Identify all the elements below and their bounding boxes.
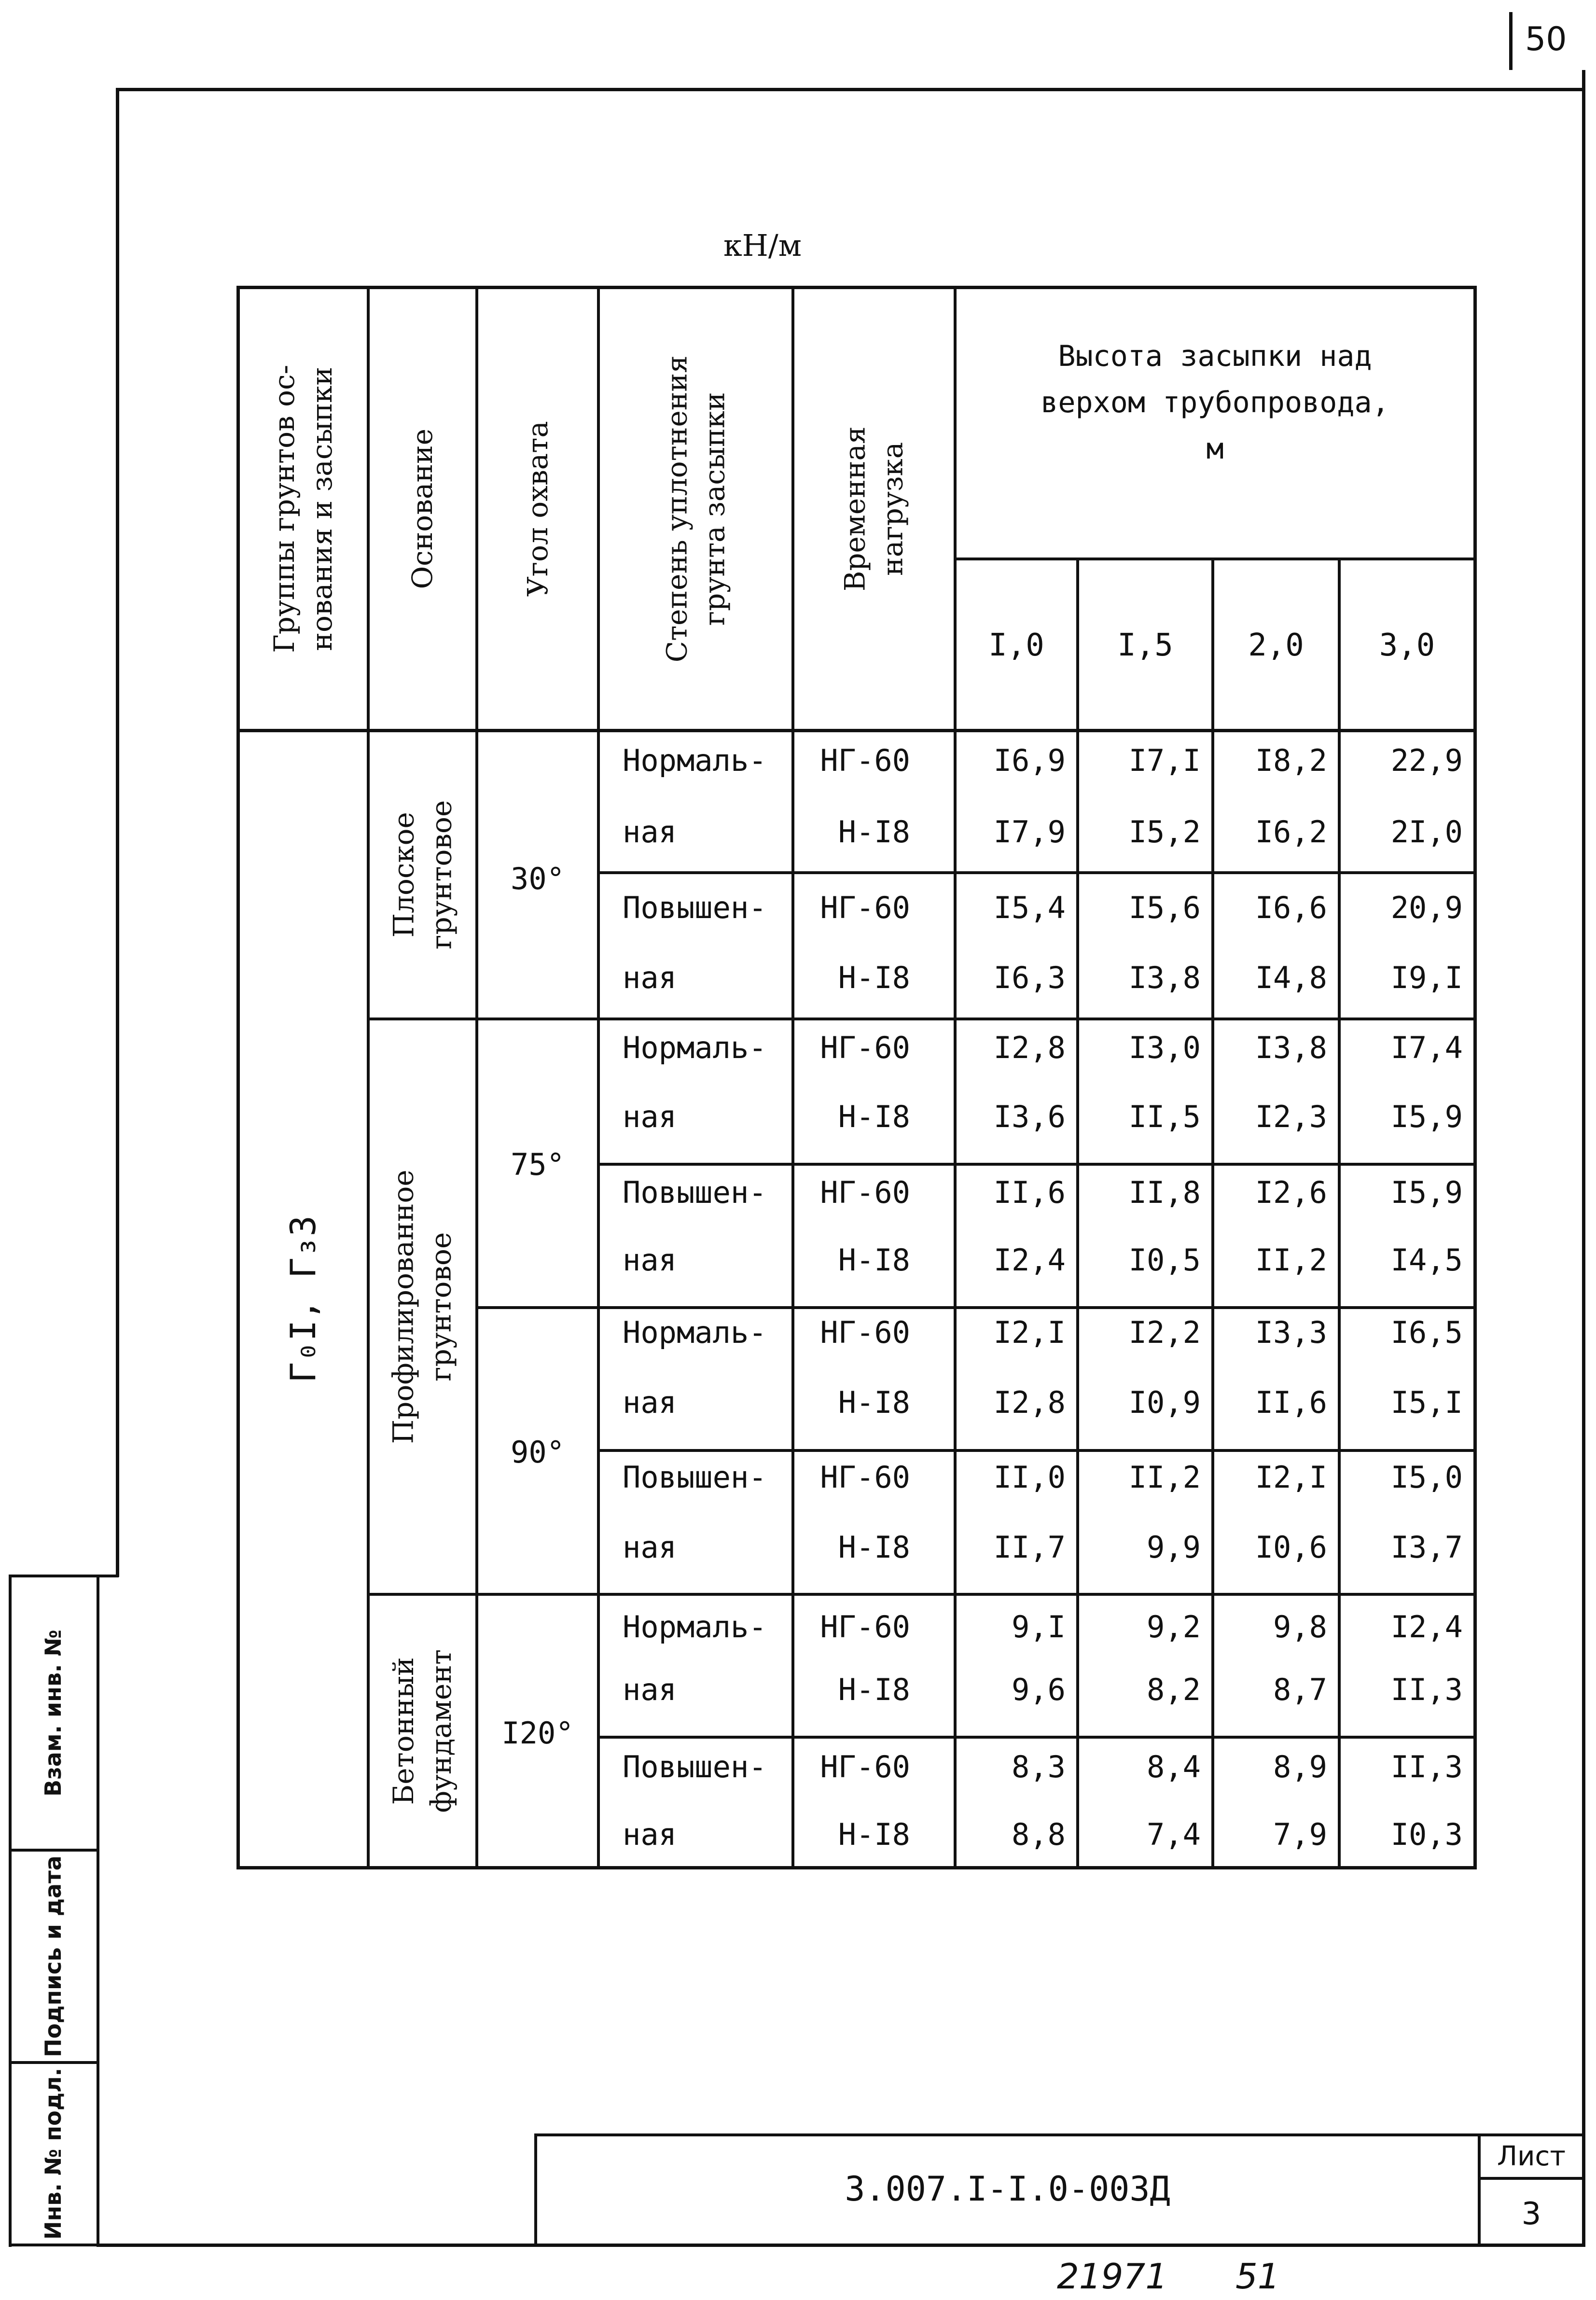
row-sep-c: [597, 1449, 1477, 1452]
compaction-cell: ная: [623, 1385, 677, 1420]
height-1-5: I,5: [1117, 627, 1173, 663]
compaction-cell: Повышен-: [623, 1175, 767, 1210]
value-cell: I5,9: [1390, 1175, 1463, 1210]
compaction-cell: Нормаль-: [623, 1609, 767, 1645]
value-cell: I2,3: [1255, 1099, 1327, 1134]
angle-90: 90°: [511, 1435, 565, 1470]
value-cell: I6,9: [993, 743, 1066, 778]
value-cell: I5,2: [1128, 814, 1201, 850]
compaction-cell: Нормаль-: [623, 743, 767, 778]
header-base: Основание: [406, 429, 439, 589]
load-cell: Н-I8: [838, 1242, 910, 1278]
table-bottom: [236, 1866, 1477, 1869]
value-cell: I0,6: [1255, 1530, 1327, 1565]
value-cell: I7,I: [1128, 743, 1201, 778]
sheet-label: Лист: [1497, 2141, 1566, 2172]
load-cell: НГ-60: [820, 1460, 910, 1495]
load-cell: Н-I8: [838, 1672, 910, 1707]
page-number: 50: [1525, 20, 1567, 58]
base-concrete: Бетонный фундамент: [387, 1649, 458, 1813]
load-cell: НГ-60: [820, 1030, 910, 1065]
table-left: [236, 286, 240, 1869]
angle-sep-2: [475, 1306, 1477, 1309]
value-cell: I3,6: [993, 1099, 1066, 1134]
row-sep-d: [597, 1736, 1477, 1739]
compaction-cell: ная: [623, 1672, 677, 1707]
compaction-cell: Нормаль-: [623, 1030, 767, 1065]
value-cell: I5,4: [993, 890, 1066, 925]
value-cell: II,6: [993, 1175, 1066, 1210]
value-cell: 9,9: [1147, 1530, 1201, 1565]
value-cell: I4,5: [1390, 1242, 1463, 1278]
frame-bottom: [97, 2244, 1585, 2247]
value-cell: I3,8: [1128, 960, 1201, 995]
value-cell: 7,4: [1147, 1817, 1201, 1852]
height-2-0: 2,0: [1248, 627, 1304, 663]
load-cell: Н-I8: [838, 1530, 910, 1565]
base-profiled-soil: Профилированное грунтовое: [387, 1169, 458, 1444]
compaction-cell: ная: [623, 1817, 677, 1852]
stamp-top: [534, 2133, 1585, 2136]
value-cell: I2,I: [1255, 1460, 1327, 1495]
value-cell: I7,4: [1390, 1030, 1463, 1065]
value-cell: 7,9: [1273, 1817, 1327, 1852]
value-cell: I5,6: [1128, 890, 1201, 925]
compaction-cell: Повышен-: [623, 1749, 767, 1784]
compaction-cell: Нормаль-: [623, 1315, 767, 1350]
compaction-cell: ная: [623, 1530, 677, 1565]
angle-120: I20°: [501, 1715, 574, 1751]
load-cell: НГ-60: [820, 1749, 910, 1784]
side-stamp-inv-podl: Инв. № подл.: [40, 2068, 66, 2240]
angle-75: 75°: [511, 1147, 565, 1182]
value-cell: II,7: [993, 1530, 1066, 1565]
value-cell: II,2: [1128, 1460, 1201, 1495]
value-cell: I0,9: [1128, 1385, 1201, 1420]
value-cell: I3,8: [1255, 1030, 1327, 1065]
value-cell: I5,9: [1390, 1099, 1463, 1134]
load-cell: НГ-60: [820, 1609, 910, 1645]
angle-30: 30°: [511, 861, 565, 896]
value-cell: I7,9: [993, 814, 1066, 850]
side-stamp-bottom: [9, 2244, 99, 2246]
value-cell: I2,4: [1390, 1609, 1463, 1645]
sheet-number: 3: [1521, 2196, 1541, 2232]
side-stamp-signature-date: Подпись и дата: [40, 1855, 66, 2057]
value-cell: I5,0: [1390, 1460, 1463, 1495]
value-cell: 8,2: [1147, 1672, 1201, 1707]
side-stamp-vzam-inv: Взам. инв. №: [40, 1630, 66, 1797]
header-angle: Угол охвата: [521, 421, 554, 597]
base-flat-soil: Плоское грунтовое: [387, 800, 458, 950]
document-code: 3.007.I-I.0-003Д: [845, 2169, 1170, 2209]
value-cell: I3,3: [1255, 1315, 1327, 1350]
soil-group-value: Г₀I, Г₃3: [282, 1215, 323, 1383]
value-cell: 22,9: [1390, 743, 1463, 778]
value-cell: 8,7: [1273, 1672, 1327, 1707]
value-cell: II,3: [1390, 1749, 1463, 1784]
height-3-0: 3,0: [1379, 627, 1435, 663]
value-cell: I4,8: [1255, 960, 1327, 995]
unit-label: кН/м: [723, 228, 802, 263]
row-sep-a: [597, 871, 1477, 874]
value-cell: I2,8: [993, 1030, 1066, 1065]
height-1-0: I,0: [988, 627, 1044, 663]
header-temp-load: Временная нагрузка: [838, 426, 909, 592]
frame-left: [116, 88, 119, 1577]
page-number-divider: [1509, 12, 1513, 70]
load-cell: Н-I8: [838, 1817, 910, 1852]
compaction-cell: Повышен-: [623, 1460, 767, 1495]
value-cell: 8,3: [1012, 1749, 1066, 1784]
table-header-bottom: [236, 729, 1477, 732]
value-cell: II,2: [1255, 1242, 1327, 1278]
value-cell: 20,9: [1390, 890, 1463, 925]
value-cell: I3,7: [1390, 1530, 1463, 1565]
handwritten-number-2: 51: [1235, 2256, 1280, 2297]
value-cell: I6,2: [1255, 814, 1327, 850]
value-cell: I8,2: [1255, 743, 1327, 778]
value-cell: 9,2: [1147, 1609, 1201, 1645]
row-sep-b: [597, 1163, 1477, 1166]
value-cell: I5,I: [1390, 1385, 1463, 1420]
value-cell: I0,5: [1128, 1242, 1201, 1278]
value-cell: I2,I: [993, 1315, 1066, 1350]
value-cell: II,6: [1255, 1385, 1327, 1420]
value-cell: I2,2: [1128, 1315, 1201, 1350]
value-cell: I2,6: [1255, 1175, 1327, 1210]
compaction-cell: ная: [623, 1242, 677, 1278]
value-cell: II,0: [993, 1460, 1066, 1495]
load-cell: НГ-60: [820, 1175, 910, 1210]
value-cell: I6,6: [1255, 890, 1327, 925]
table-top: [236, 286, 1477, 289]
value-cell: 8,9: [1273, 1749, 1327, 1784]
value-cell: I3,0: [1128, 1030, 1201, 1065]
header-backfill-height: Высота засыпки над верхом трубопровода, м: [1041, 339, 1389, 466]
value-cell: 8,8: [1012, 1817, 1066, 1852]
value-cell: 9,6: [1012, 1672, 1066, 1707]
height-subheader-line: [954, 558, 1477, 560]
value-cell: I9,I: [1390, 960, 1463, 995]
header-compaction: Степень уплотнения грунта засыпки: [660, 355, 731, 663]
stamp-sheet-divider: [1478, 2177, 1585, 2180]
value-cell: 8,4: [1147, 1749, 1201, 1784]
frame-right: [1582, 70, 1585, 2247]
value-cell: I2,8: [993, 1385, 1066, 1420]
value-cell: 2I,0: [1390, 814, 1463, 850]
value-cell: II,8: [1128, 1175, 1201, 1210]
value-cell: 9,8: [1273, 1609, 1327, 1645]
load-cell: НГ-60: [820, 890, 910, 925]
load-cell: Н-I8: [838, 814, 910, 850]
handwritten-number-1: 21971: [1057, 2256, 1168, 2297]
value-cell: II,5: [1128, 1099, 1201, 1134]
compaction-cell: ная: [623, 814, 677, 850]
load-cell: Н-I8: [838, 1099, 910, 1134]
load-cell: НГ-60: [820, 743, 910, 778]
compaction-cell: ная: [623, 1099, 677, 1134]
angle-sep-3: [475, 1593, 1477, 1596]
angle-sep-1: [475, 1018, 1477, 1020]
value-cell: 9,I: [1012, 1609, 1066, 1645]
value-cell: I6,3: [993, 960, 1066, 995]
value-cell: II,3: [1390, 1672, 1463, 1707]
compaction-cell: ная: [623, 960, 677, 995]
side-stamp-mid: [97, 1575, 99, 2247]
load-cell: Н-I8: [838, 960, 910, 995]
value-cell: I6,5: [1390, 1315, 1463, 1350]
frame-top: [116, 88, 1585, 91]
load-cell: НГ-60: [820, 1315, 910, 1350]
value-cell: I2,4: [993, 1242, 1066, 1278]
table-right: [1473, 286, 1477, 1869]
load-cell: Н-I8: [838, 1385, 910, 1420]
value-cell: I0,3: [1390, 1817, 1463, 1852]
compaction-cell: Повышен-: [623, 890, 767, 925]
header-soil-groups: Группы грунтов ос- нования и засыпки: [268, 365, 339, 653]
